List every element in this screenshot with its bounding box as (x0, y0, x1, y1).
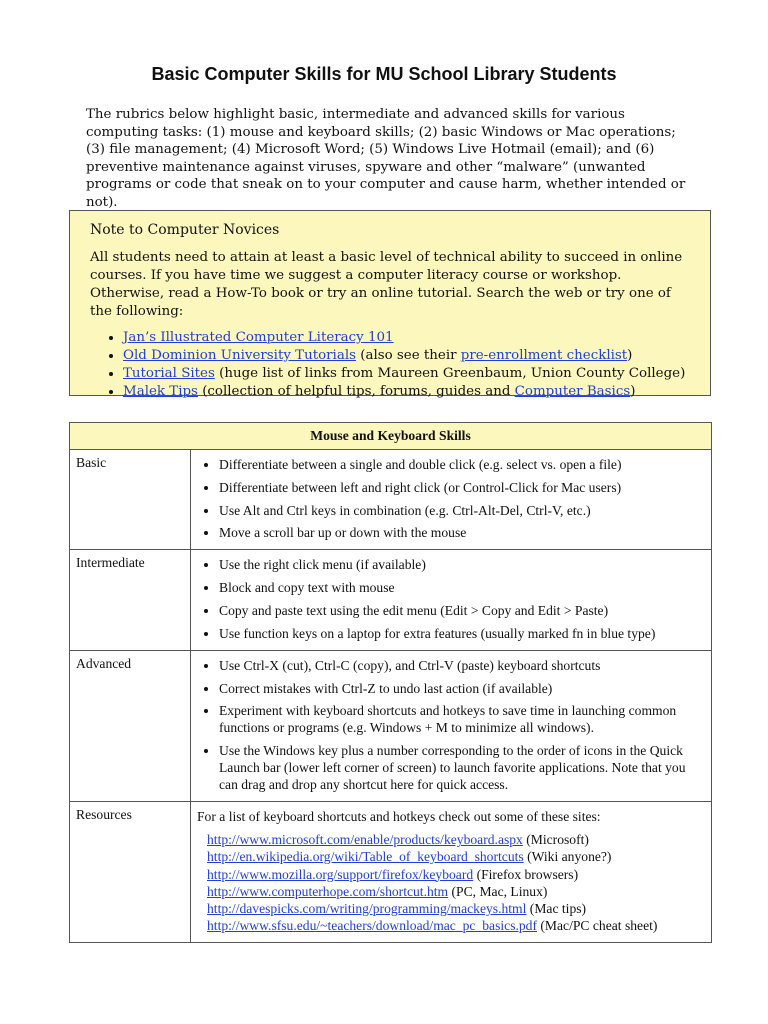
resource-note: (Firefox browsers) (473, 866, 579, 882)
resource-line (207, 883, 705, 900)
note-title: Note to Computer Novices (90, 222, 280, 238)
page-title: Basic Computer Skills for MU School Library Students (151, 64, 617, 84)
resource-note: (Wiki anyone?) (523, 849, 612, 865)
note-link[interactable]: Tutorial Sites (123, 366, 215, 381)
level-label: Intermediate (70, 550, 191, 650)
table-row (70, 802, 712, 943)
intro-paragraph (86, 106, 696, 212)
resource-note: (Microsoft) (522, 832, 589, 848)
resources-cell (191, 802, 712, 943)
skill-item: • Copy and paste text using the edit menu (Edit > Copy and Edit > Paste) (219, 602, 705, 619)
intro-text: The rubrics below highlight basic, intermediate and advanced skills for various computing tasks: (1) mouse and keyboard skills; (2) basic Windows or Mac operations; (3) file management; (4) Microsoft Word; (5) Windows Live Hotmail (email); and (6) preventive maintenance against viruses, spyware and other “malware” (unwanted programs or code that sneak on to your computer and cause harm, whether intended or not). (86, 107, 686, 210)
skill-item: • Use the Windows key plus a number corresponding to the order of icons in the Quick Launch bar (lower left corner of screen) to launch favorite applications. Note that you can drag and drop any shortcut here for quick access. (219, 742, 705, 793)
resource-line (207, 866, 705, 883)
note-item-text: (also see their (355, 348, 461, 363)
level-label: Basic (70, 450, 191, 550)
note-link[interactable]: Old Dominion University Tutorials (123, 348, 356, 363)
skill-item: • Differentiate between left and right click (or Control-Click for Mac users) (219, 479, 705, 496)
table-row (70, 550, 712, 650)
skill-item: • Experiment with keyboard shortcuts and hotkeys to save time in launching common functions or programs (e.g. Windows + M to minimize all windows). (219, 702, 705, 736)
skill-item: • Block and copy text with mouse (219, 579, 705, 596)
resource-link[interactable]: http://www.microsoft.com/enable/products/keyboard.aspx (207, 832, 523, 848)
skills-table (69, 422, 712, 943)
note-item-text: ) (627, 348, 633, 363)
skill-list-cell (191, 550, 712, 650)
note-link[interactable]: Computer Basics (514, 384, 631, 399)
skill-list (197, 657, 705, 793)
resource-note: (PC, Mac, Linux) (448, 883, 548, 899)
resource-link[interactable]: http://davespicks.com/writing/programming/mackeys.html (207, 900, 527, 916)
skill-list-cell (191, 450, 712, 550)
resource-link[interactable]: http://www.mozilla.org/support/firefox/keyboard (207, 866, 474, 882)
table-header-row (70, 423, 712, 450)
skill-list (197, 456, 705, 541)
skill-item: • Use the right click menu (if available) (219, 556, 705, 573)
skill-item: • Use Ctrl-X (cut), Ctrl-C (copy), and Ctrl-V (paste) keyboard shortcuts (219, 657, 705, 674)
note-item (123, 383, 692, 401)
resource-note: (Mac/PC cheat sheet) (537, 918, 658, 934)
resource-line (207, 848, 705, 865)
skill-item: • Differentiate between a single and double click (e.g. select vs. open a file) (219, 456, 705, 473)
level-label: Advanced (70, 650, 191, 801)
resource-line (207, 831, 705, 848)
resources-intro: For a list of keyboard shortcuts and hotkeys check out some of these sites: (197, 809, 601, 825)
skill-list-cell (191, 650, 712, 801)
note-item (123, 329, 692, 347)
note-box (69, 210, 711, 399)
note-item-text: (collection of helpful tips, forums, guides and (197, 384, 515, 399)
level-label: Resources (70, 802, 191, 943)
skill-item: • Use Alt and Ctrl keys in combination (e.g. Ctrl-Alt-Del, Ctrl-V, etc.) (219, 502, 705, 519)
resource-links (197, 831, 705, 934)
table-row (70, 450, 712, 550)
resource-line (207, 917, 705, 934)
table-header: Mouse and Keyboard Skills (70, 423, 712, 450)
resource-link[interactable]: http://www.sfsu.edu/~teachers/download/mac_pc_basics.pdf (207, 918, 537, 934)
note-item-text: (huge list of links from Maureen Greenbaum, Union County College) (214, 366, 686, 381)
skill-list (197, 556, 705, 641)
note-link[interactable]: Malek Tips (123, 384, 198, 399)
note-item (123, 365, 692, 383)
note-list (90, 329, 692, 401)
skill-item: • Use function keys on a laptop for extra features (usually marked fn in blue type) (219, 625, 705, 642)
note-item (123, 347, 692, 365)
note-link[interactable]: pre-enrollment checklist (460, 348, 628, 363)
resource-link[interactable]: http://www.computerhope.com/shortcut.htm (207, 883, 449, 899)
resource-link[interactable]: http://en.wikipedia.org/wiki/Table_of_keyboard_shortcuts (207, 849, 524, 865)
note-body: All students need to attain at least a basic level of technical ability to succeed in online courses. If you have time we suggest a computer literacy course or workshop. Otherwise, read a How-To book or try an online tutorial. Search the web or try one of the following: (90, 250, 683, 319)
skill-item: • Move a scroll bar up or down with the mouse (219, 524, 705, 541)
resource-line (207, 900, 705, 917)
table-row (70, 650, 712, 801)
resource-note: (Mac tips) (526, 900, 587, 916)
note-link[interactable]: Jan’s Illustrated Computer Literacy 101 (123, 330, 394, 345)
note-item-text: ) (630, 384, 636, 399)
skill-item: • Correct mistakes with Ctrl-Z to undo last action (if available) (219, 680, 705, 697)
